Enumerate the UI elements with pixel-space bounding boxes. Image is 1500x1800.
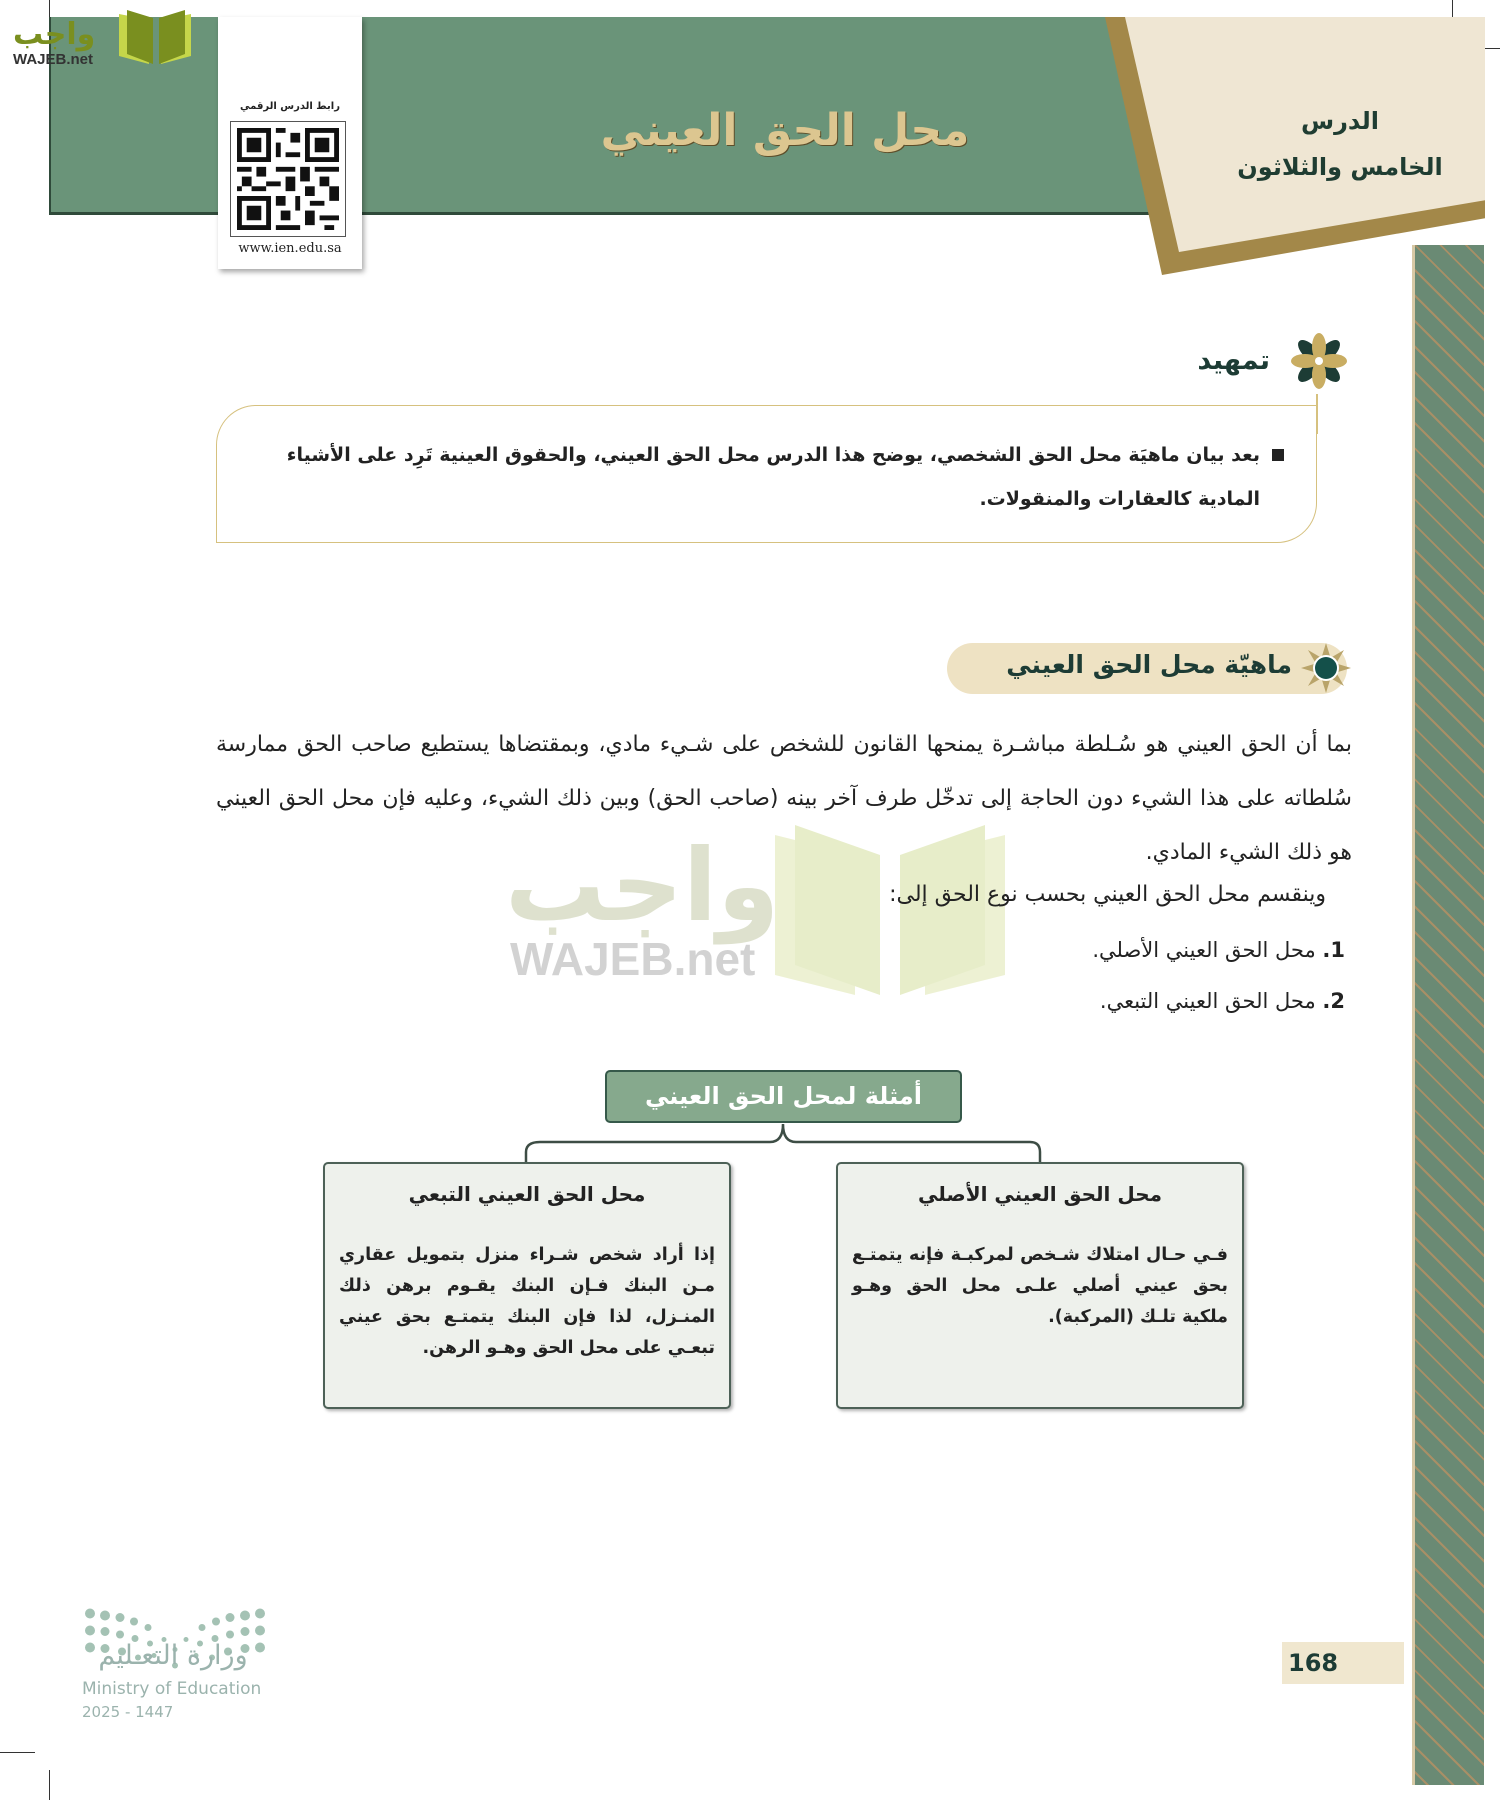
- lesson-title: محل الحق العيني: [600, 105, 970, 156]
- example-title: محل الحق العيني التبعي: [408, 1182, 646, 1206]
- intro-heading: تمهيد: [1197, 345, 1270, 376]
- section-title: ماهيّة محل الحق العيني: [1006, 650, 1292, 679]
- division-intro: وينقسم محل الحق العيني بحسب نوع الحق إلى:: [889, 882, 1326, 907]
- diagram-connector: [520, 1122, 1050, 1164]
- list-text: محل الحق العيني الأصلي.: [1092, 938, 1316, 962]
- example-box-original: [836, 1162, 1244, 1409]
- edition-year: 2025 - 1447: [82, 1703, 174, 1721]
- decorative-pattern-strip: [1412, 245, 1484, 1785]
- list-item: [745, 938, 1345, 962]
- example-body: فـي حـال امتلاك شـخص لمركبـة فإنه يتمتـع بحق عيني أصلي علـى محل الحق وهـو ملكية تلـك (المركبة).: [852, 1245, 1228, 1327]
- list-number: 1.: [1322, 938, 1345, 962]
- page-number: 168: [1282, 1642, 1404, 1684]
- sun-badge-icon: [1300, 642, 1352, 694]
- lesson-label-line2: الخامس والثلاثون: [1237, 153, 1443, 181]
- ministry-name-english: Ministry of Education: [82, 1679, 262, 1699]
- diagram-title: أمثلة لمحل الحق العيني: [605, 1070, 962, 1123]
- qr-code-icon[interactable]: [230, 121, 346, 237]
- crop-mark: [0, 1752, 35, 1753]
- example-title: محل الحق العيني الأصلي: [917, 1182, 1163, 1206]
- flower-icon: [1286, 328, 1352, 394]
- qr-card[interactable]: [218, 17, 362, 269]
- list-number: 2.: [1322, 989, 1345, 1013]
- crop-mark: [49, 1770, 50, 1800]
- qr-url[interactable]: www.ien.edu.sa: [238, 241, 342, 256]
- qr-label: رابط الدرس الرقمي: [240, 101, 340, 112]
- example-box-accessory: [323, 1162, 731, 1409]
- intro-text: بعد بيان ماهيَة محل الحق الشخصي، يوضح هذا الدرس محل الحق العيني، والحقوق العينية تَرِد على الأشياء المادية كالعقارات والمنقولات.: [286, 444, 1260, 510]
- definition-paragraph: بما أن الحق العيني هو سُـلطة مباشـرة يمنحها القانون للشخص على شـيء مادي، وبمقتضاها يستطيع صاحب الحق ممارسة سُلطاته على هذا الشيء دون الحاجة إلى تدخّل طرف آخر بينه (صاحب الحق) وبين ذلك الشيء، وعليه فإن محل الحق العيني هو ذلك الشيء المادي.: [216, 732, 1352, 865]
- svg-text:WAJEB.net: WAJEB.net: [13, 51, 94, 68]
- list-text: محل الحق العيني التبعي.: [1099, 989, 1316, 1013]
- svg-text:واجب: واجب: [13, 17, 96, 52]
- list-item: [745, 989, 1345, 1013]
- wajeb-logo: [9, 6, 191, 68]
- svg-text:WAJEB.net: WAJEB.net: [510, 933, 756, 985]
- example-body: إذا أراد شخص شـراء منزل بتمويل عقاري مـن البنك فـإن البنك يقـوم برهن ذلك المنـزل، لذا فإن البنك يتمتـع بحق عيني تبعـي على محل الحق وهـو الرهن.: [339, 1245, 715, 1358]
- bullet-square-icon: [1272, 449, 1284, 461]
- lesson-number-label: [1200, 98, 1480, 190]
- svg-text:واجب: واجب: [505, 827, 780, 944]
- lesson-label-line1: الدرس: [1300, 107, 1380, 135]
- ministry-name-arabic: وزارة التعـليم: [98, 1640, 248, 1671]
